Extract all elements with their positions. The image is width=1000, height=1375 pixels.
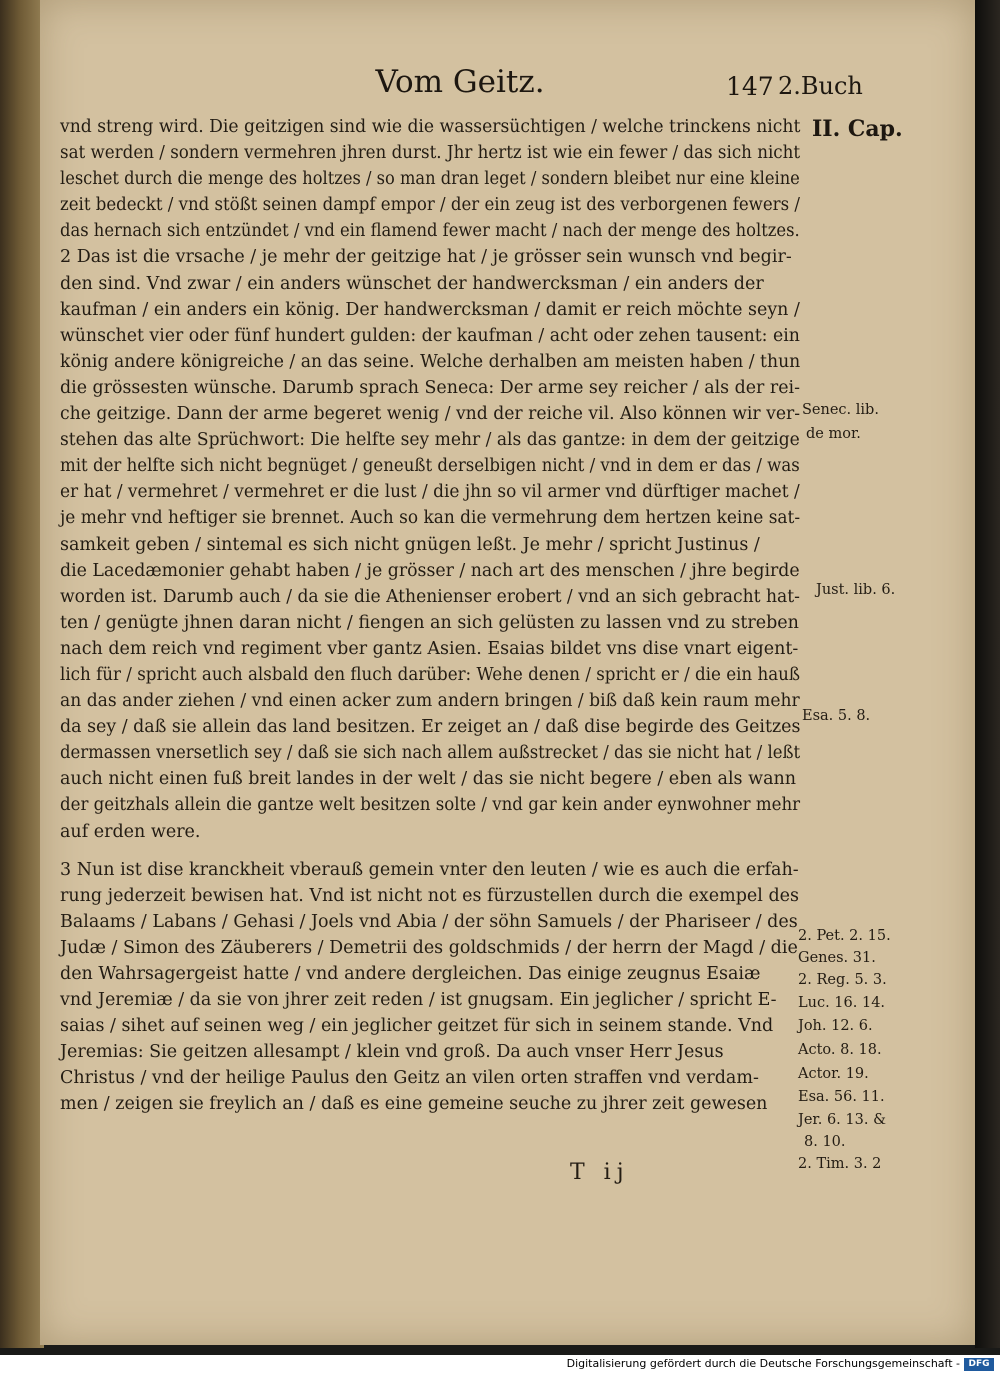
text-line: auch nicht einen fuß breit landes in der welt / das sie nicht begere / eben als wann [60,769,797,790]
text-line: Jeremias: Sie geitzen allesampt / klein vnd groß. Da auch vnser Herr Jesus [60,1042,724,1063]
text-line: 2 Das ist die vrsache / je mehr der geitzige hat / je grösser sein wunsch vnd begir- [60,247,792,268]
running-title: Vom Geitz. [375,64,545,100]
text-line: kaufman / ein anders ein könig. Der handwercksman / damit er reich möchte seyn / [60,299,800,320]
text-line: Christus / vnd der heilige Paulus den Geitz an vilen orten straffen vnd verdam- [60,1068,759,1089]
marginal-note: Jer. 6. 13. & [798,1112,886,1128]
text-line: zeit bedeckt / vnd stößt seinen dampf empor / der ein zeug ist des verborgenen fewers / [60,195,800,216]
dfg-logo: DFG [964,1358,994,1371]
text-line: auf erden were. [60,821,201,842]
marginal-note: Joh. 12. 6. [798,1018,873,1034]
text-line: men / zeigen sie freylich an / daß es eine gemeine seuche zu jhrer zeit gewesen [60,1094,768,1115]
marginal-note: Esa. 5. 8. [802,708,871,724]
text-line: an das ander ziehen / vnd einen acker zum andern bringen / biß daß kein raum mehr [60,691,800,712]
text-line: der geitzhals allein die gantze welt besitzen solte / vnd gar kein ander eynwohner mehr [60,795,801,816]
text-line: samkeit geben / sintemal es sich nicht gnügen leßt. Je mehr / spricht Justinus / [60,534,760,555]
text-line: das hernach sich entzündet / vnd ein flamend fewer macht / nach der menge des holtzes. [60,221,800,242]
text-line: che geitzige. Dann der arme begeret wenig / vnd der reiche vil. Also können wir ver- [60,404,801,425]
text-line: dermassen vnersetlich sey / daß sie sich nach allem außstrecket / das sie nicht hat / leßt [60,743,801,764]
chapter-reference: II. Cap. [812,116,903,142]
text-line: lich für / spricht auch alsbald den fluch darüber: Wehe denen / spricht er / die ein hauß [60,664,801,685]
funding-credit: Digitalisierung gefördert durch die Deutsche Forschungsgemeinschaft - [566,1357,960,1370]
text-line: Judæ / Simon des Zäuberers / Demetrii des goldschmids / der herrn der Magd / die [60,937,798,958]
scan-binding-shadow [0,0,44,1348]
text-line: rung jederzeit bewisen hat. Vnd ist nicht not es fürzustellen durch die exempel des [60,885,799,906]
text-line: 3 Nun ist dise kranckheit vberauß gemein vnter den leuten / wie es auch die erfah- [60,859,799,880]
text-line: den sind. Vnd zwar / ein anders wünschet der handwercksman / ein anders der [60,273,764,294]
text-line: mit der helfte sich nicht begnüget / geneußt derselbigen nicht / vnd in dem er das / was [60,456,800,477]
text-line: leschet durch die menge des holtzes / so man dran leget / sondern bleibet nur eine kleine [60,169,800,190]
text-line: Balaams / Labans / Gehasi / Joels vnd Abia / der söhn Samuels / der Phariseer / des [60,911,798,932]
text-line: saias / sihet auf seinen weg / ein jeglicher geitzet für sich in seinem stande. Vnd [60,1016,774,1037]
marginal-note: Luc. 16. 14. [798,995,886,1011]
scan-right-edge [975,0,1000,1348]
marginal-note: 8. 10. [804,1134,846,1150]
text-line: da sey / daß sie allein das land besitzen. Er zeiget an / daß dise begirde des Geitzes [60,717,801,738]
marginal-note: de mor. [806,426,861,442]
text-line: stehen das alte Sprüchwort: Die helfte sey mehr / als das gantze: in dem der geitzige [60,430,800,451]
book-reference: 2.Buch [778,72,863,100]
text-line: die Lacedæmonier gehabt haben / je grösser / nach art des menschen / jhre begirde [60,560,800,581]
marginal-note: 2. Tim. 3. 2 [798,1156,882,1172]
marginal-note: 2. Pet. 2. 15. [798,928,891,944]
marginal-note: Esa. 56. 11. [798,1089,885,1105]
marginal-note: Genes. 31. [798,950,876,966]
text-line: wünschet vier oder fünf hundert gulden: der kaufman / acht oder zehen tausent: ein [60,325,800,346]
page-number: 147 [726,72,774,101]
marginal-note: Acto. 8. 18. [798,1042,882,1058]
body-text [60,114,800,1118]
marginal-note: 2. Reg. 5. 3. [798,972,887,988]
text-line: den Wahrsagergeist hatte / vnd andere dergleichen. Das einige zeugnus Esaiæ [60,964,761,984]
marginal-note: Just. lib. 6. [816,582,896,598]
text-line: nach dem reich vnd regiment vber gantz Asien. Esaias bildet vns dise vnart eigent- [60,638,799,659]
marginal-note: Senec. lib. [802,402,879,418]
text-line: je mehr vnd heftiger sie brennet. Auch so kan die vermehrung dem hertzen keine sat- [60,508,801,529]
text-line: sat werden / sondern vermehren jhren durst. Jhr hertz ist wie ein fewer / das sich nicht [60,143,801,164]
text-line: er hat / vermehret / vermehret er die lust / die jhn so vil armer vnd dürftiger machet / [60,482,800,503]
text-line: vnd streng wird. Die geitzigen sind wie die wassersüchtigen / welche trinckens nicht [60,117,801,137]
text-line: die grössesten wünsche. Darumb sprach Seneca: Der arme sey reicher / als der rei- [60,377,800,398]
marginal-note: Actor. 19. [798,1066,869,1082]
signature-mark: T ij [570,1160,630,1185]
footer-bar [0,1355,1000,1375]
text-line: ten / genügte jhnen daran nicht / fiengen an sich gelüsten zu lassen vnd zu streben [60,612,799,633]
text-line: vnd Jeremiæ / da sie von jhrer zeit reden / ist gnugsam. Ein jeglicher / spricht E- [60,990,777,1011]
text-line: könig andere königreiche / an das seine. Welche derhalben am meisten haben / thun [60,351,801,372]
text-line: worden ist. Darumb auch / da sie die Athenienser erobert / vnd an sich gebracht hat- [60,586,800,607]
